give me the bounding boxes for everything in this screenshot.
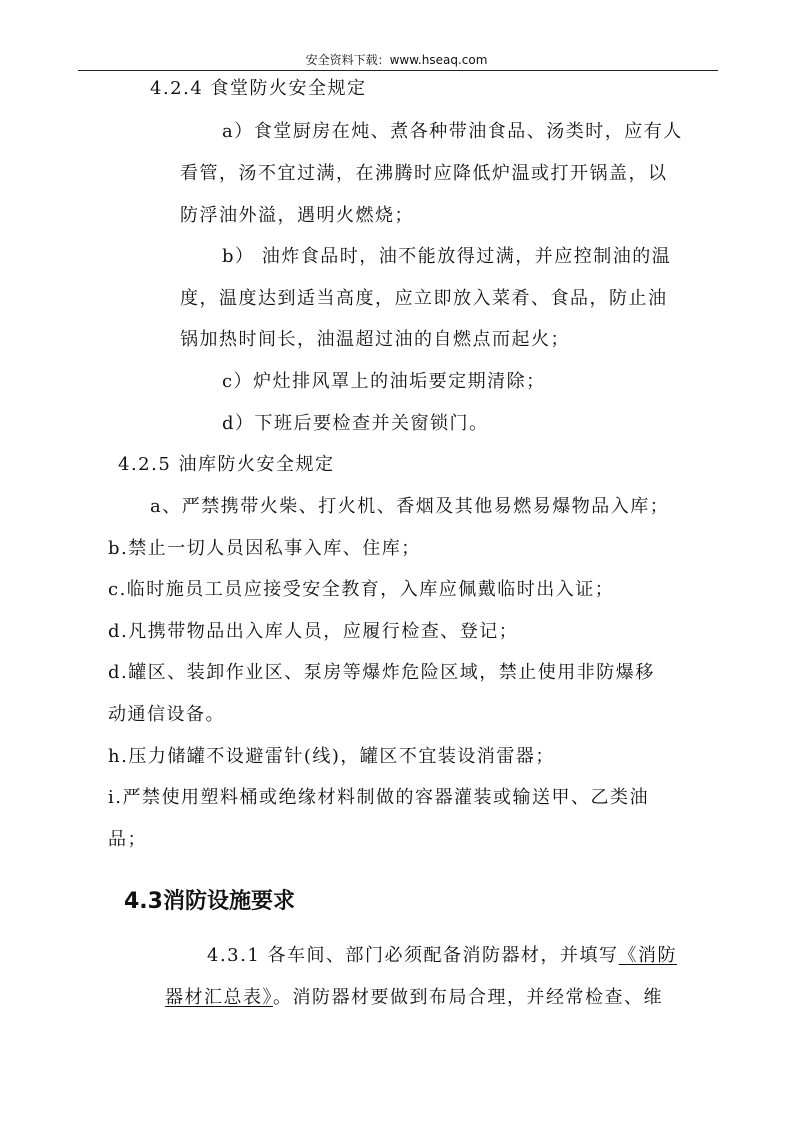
form-reference-link: 器材汇总表》	[165, 987, 273, 1008]
paragraph-line: h.压力储罐不设避雷针(线)，罐区不宜装设消雷器；	[108, 746, 555, 767]
paragraph-line: 看管，汤不宜过满，在沸腾时应降低炉温或打开锅盖，以	[180, 163, 668, 184]
form-reference-link: 《消防	[618, 945, 678, 966]
paragraph-line: b.禁止一切人员因私事入库、住库；	[108, 538, 421, 559]
page-header: 安全资料下载：www.hseaq.com	[305, 53, 488, 67]
paragraph-line: 品；	[108, 829, 147, 850]
paragraph-line: 动通信设备。	[108, 704, 225, 725]
paragraph-line: 度，温度达到适当高度，应立即放入菜肴、食品，防止油	[180, 288, 668, 309]
paragraph-line: 防浮油外溢，遇明火燃烧；	[180, 205, 414, 226]
paragraph-line: d.凡携带物品出入库人员，应履行检查、登记；	[108, 621, 519, 642]
paragraph-line: d）下班后要检查并关窗锁门。	[222, 413, 489, 434]
paragraph-line: a）食堂厨房在炖、煮各种带油食品、汤类时，应有人	[222, 121, 683, 142]
paragraph-line: i.严禁使用塑料桶或绝缘材料制做的容器灌装或输送甲、乙类油	[108, 787, 649, 808]
section-heading-4-3: 4.3消防设施要求	[124, 889, 295, 914]
paragraph-line: d.罐区、装卸作业区、泵房等爆炸危险区域，禁止使用非防爆移	[108, 662, 655, 683]
paragraph-line	[165, 985, 663, 1011]
section-title-4-2-5: 4.2.5 油库防火安全规定	[118, 454, 335, 475]
paragraph-text: 。消防器材要做到布局合理，并经常检查、维	[273, 987, 663, 1008]
paragraph-line: 锅加热时间长，油温超过油的自燃点而起火；	[180, 329, 570, 350]
header-rule	[78, 70, 718, 71]
paragraph-line	[207, 943, 677, 969]
paragraph-text: 4.3.1 各车间、部门必须配备消防器材，并填写	[207, 945, 619, 966]
paragraph-line: b） 油炸食品时，油不能放得过满，并应控制油的温	[222, 246, 672, 267]
section-title-4-2-4: 4.2.4 食堂防火安全规定	[150, 78, 367, 99]
paragraph-line: c.临时施员工员应接受安全教育，入库应佩戴临时出入证；	[108, 579, 615, 600]
paragraph-line: c）炉灶排风罩上的油垢要定期清除；	[222, 371, 546, 392]
paragraph-line: a、严禁携带火柴、打火机、香烟及其他易燃易爆物品入库；	[150, 496, 670, 517]
